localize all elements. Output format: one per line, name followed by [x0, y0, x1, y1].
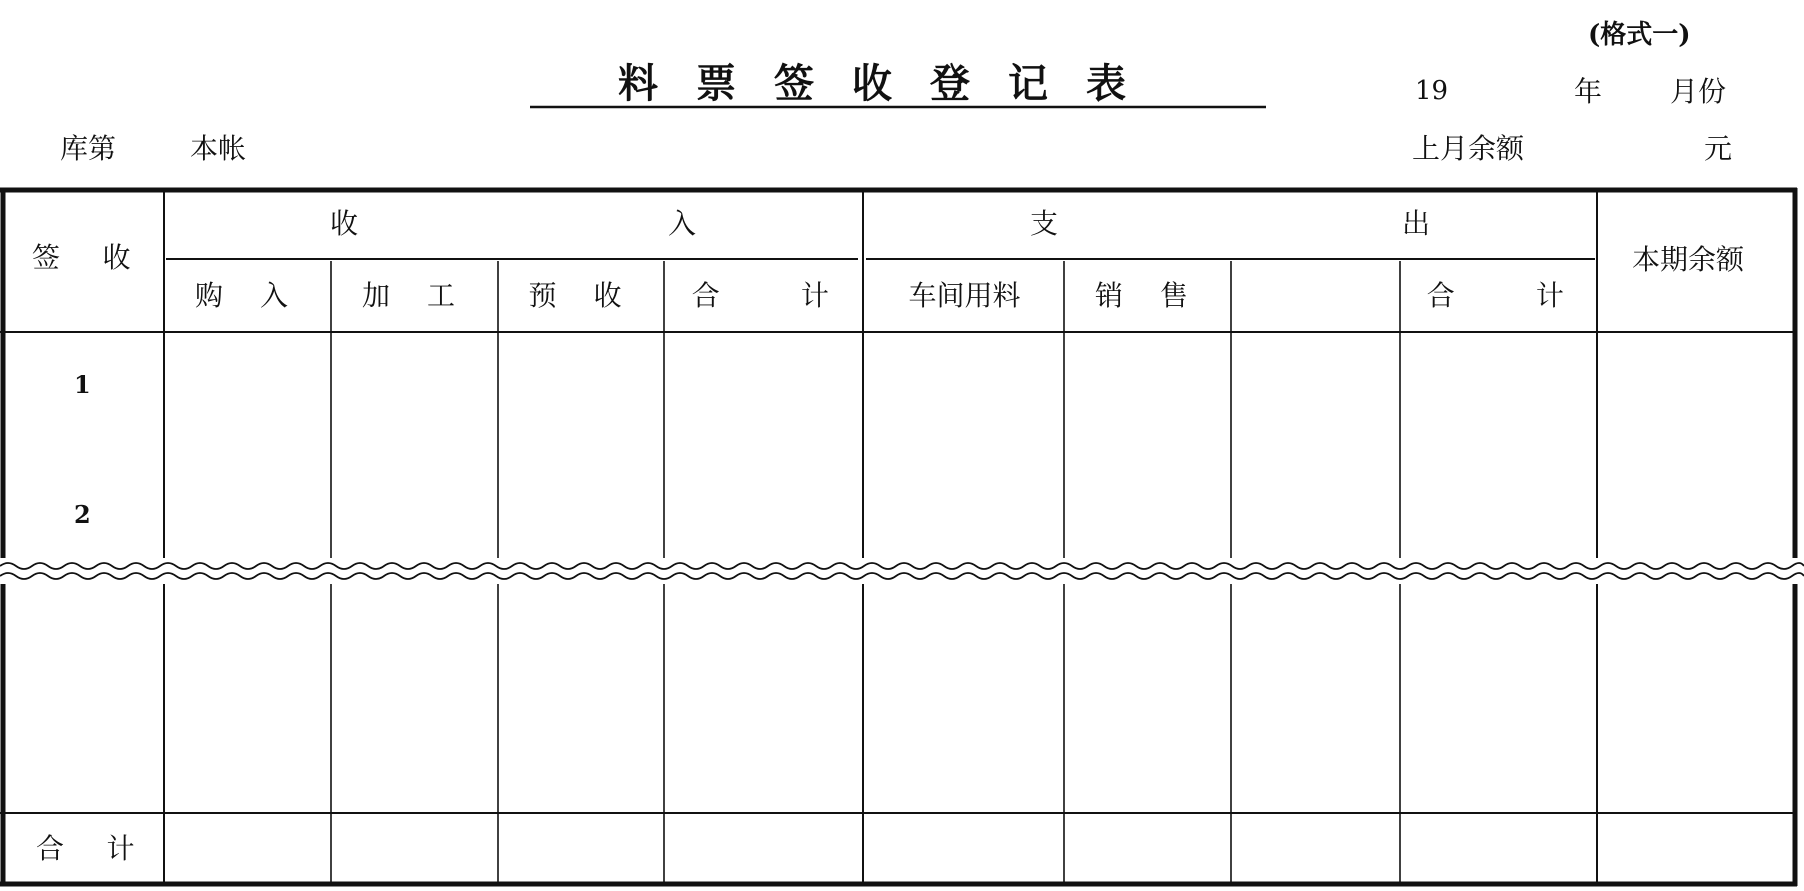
format-label: (格式一): [1588, 20, 1691, 50]
year-prefix: 19: [1415, 76, 1449, 106]
expense-col-total: 合 计: [1426, 279, 1573, 312]
expense-col-sales: 销 售: [1095, 279, 1202, 312]
balance-header: 本期余额: [1632, 243, 1745, 276]
book-label: 本帐: [190, 132, 247, 165]
expense-col-workshop: 车间用料: [908, 279, 1021, 312]
income-col-advance: 预 收: [528, 279, 636, 312]
page-title: 料票签收登记表: [618, 60, 1164, 107]
sign-col-header: 签 收: [32, 241, 148, 274]
warehouse-label: 库第: [60, 132, 117, 165]
year-label: 年: [1574, 75, 1603, 108]
expense-group-left: 支: [1030, 207, 1059, 240]
currency-label: 元: [1704, 132, 1733, 165]
income-col-processing: 加 工: [362, 279, 469, 312]
income-col-total: 合 计: [691, 279, 838, 312]
month-label: 月份: [1670, 75, 1727, 108]
prev-balance-label: 上月余额: [1412, 132, 1525, 165]
income-group-left: 收: [330, 207, 359, 240]
income-group-right: 入: [668, 207, 697, 240]
income-col-purchase: 购 入: [195, 279, 302, 312]
row-number-1: 1: [74, 370, 91, 399]
total-row-label: 合 计: [36, 832, 152, 865]
row-number-2: 2: [74, 500, 91, 529]
expense-group-right: 出: [1402, 207, 1431, 240]
